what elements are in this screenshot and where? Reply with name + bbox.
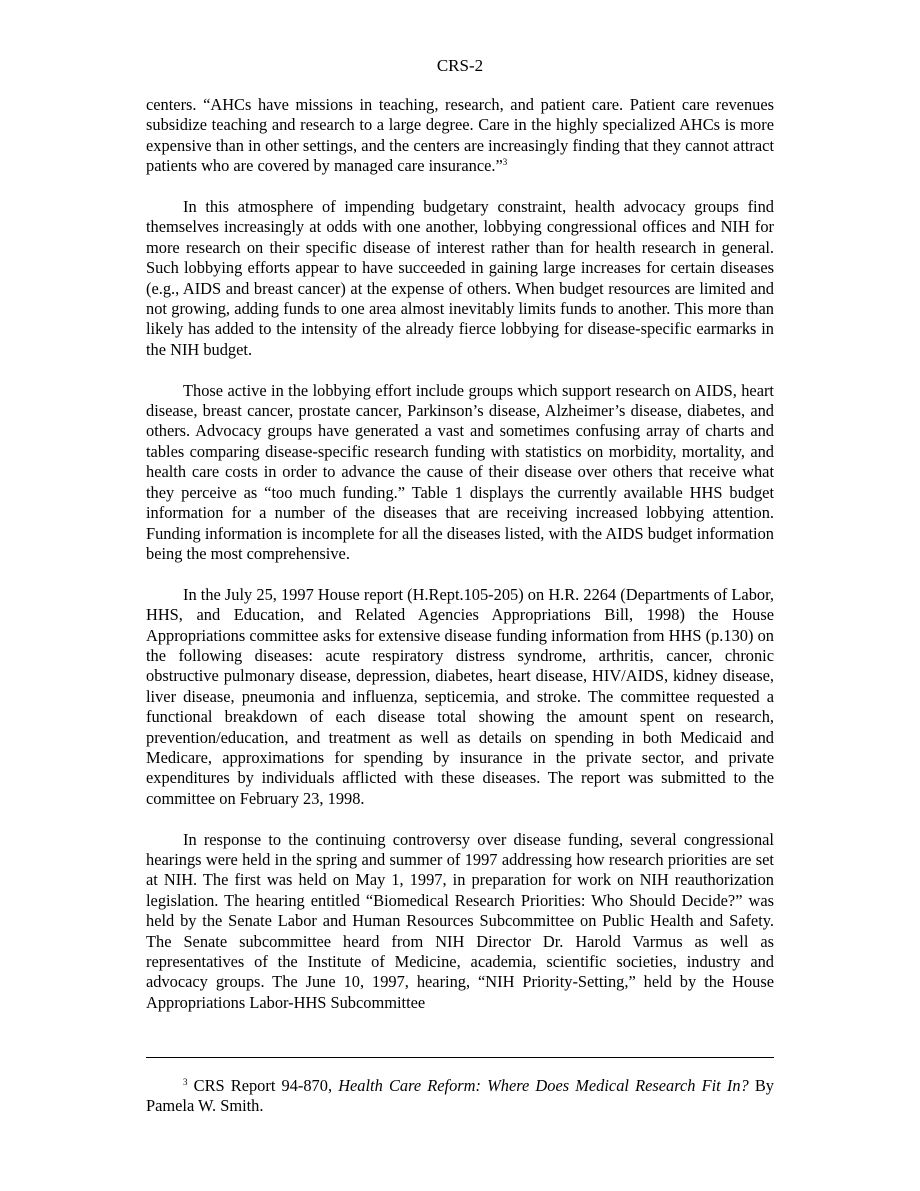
paragraph-congressional-hearings: In response to the continuing controversy over disease funding, several congressional hearings were held in the spring and summer of 1997 addressing how research priorities are set at NIH. The first was held on May 1, 1997, in preparation for work on NIH reauthorization legislation. The hearing entitled “Biomedical Research Priorities: Who Should Decide?” was held by the Senate Labor and Human Resources Subcommittee on Public Health and Safety. The Senate subcommittee heard from NIH Director Dr. Harold Varmus as well as representatives of the Institute of Medicine, academia, scientific societies, industry and advocacy groups. The June 10, 1997, hearing, “NIH Priority-Setting,” held by the House Appropriations Labor-HHS Subcommittee: [146, 829, 774, 1012]
paragraph-ahc-text: centers. “AHCs have missions in teaching, research, and patient care. Patient care revenues subsidize teaching and research to a large degree. Care in the highly specialized AHCs is more expensive than in other settings, and the centers are increasingly finding that they cannot attract patients who are covered by managed care insurance.”: [146, 95, 774, 176]
footnote-reference-3: 3: [502, 157, 508, 168]
page-number-header: CRS-2: [436, 56, 484, 75]
paragraph-budget-constraint: In this atmosphere of impending budgetary constraint, health advocacy groups find themselves increasingly at odds with one another, lobbying congressional offices and NIH for more research on their specific disease of interest rather than for health research in general. Such lobbying efforts appear to have succeeded in gaining large increases for certain diseases (e.g., AIDS and breast cancer) at the expense of others. When budget resources are limited and not growing, adding funds to one area almost inevitably limits funds to another. This more than likely has added to the intensity of the already fierce lobbying for disease-specific earmarks in the NIH budget.: [146, 197, 774, 359]
footnote-3: [146, 1076, 774, 1117]
footnote-number: 3: [183, 1077, 188, 1087]
footnote-divider: [146, 1057, 774, 1058]
footnote-prefix: CRS Report 94-870,: [187, 1076, 339, 1095]
paragraph-ahc-continuation: [146, 95, 774, 177]
paragraph-lobbying-groups: Those active in the lobbying effort include groups which support research on AIDS, heart disease, breast cancer, prostate cancer, Parkinson’s disease, Alzheimer’s disease, diabetes, and others. Advocacy groups have generated a vast and sometimes confusing array of charts and tables comparing disease-specific research funding with statistics on morbidity, mortality, and health care costs in order to advance the cause of their disease over others that receive what they perceive as “too much funding.” Table 1 displays the currently available HHS budget information for a number of the diseases that are receiving increased lobbying attention. Funding information is incomplete for all the diseases listed, with the AIDS budget information being the most comprehensive.: [146, 380, 774, 563]
report-body: [146, 95, 774, 1034]
paragraph-house-report: In the July 25, 1997 House report (H.Rept.105-205) on H.R. 2264 (Departments of Labor, HHS, and Education, and Related Agencies Appropriations Bill, 1998) the House Appropriations committee asks for extensive disease funding information from HHS (p.130) on the following diseases: acute respiratory distress syndrome, arthritis, cancer, chronic obstructive pulmonary disease, depression, diabetes, heart disease, HIV/AIDS, kidney disease, liver disease, pneumonia and influenza, septicemia, and stroke. The committee requested a functional breakdown of each disease total showing the amount spent on research, prevention/education, and treatment as well as details on spending in both Medicaid and Medicare, approximations for spending by insurance in the private sector, and private expenditures by individuals afflicted with these diseases. The report was submitted to the committee on February 23, 1998.: [146, 584, 774, 808]
footnote-report-title: Health Care Reform: Where Does Medical Research Fit In?: [338, 1076, 749, 1095]
footnote-author: By Pamela W. Smith.: [146, 1076, 774, 1116]
